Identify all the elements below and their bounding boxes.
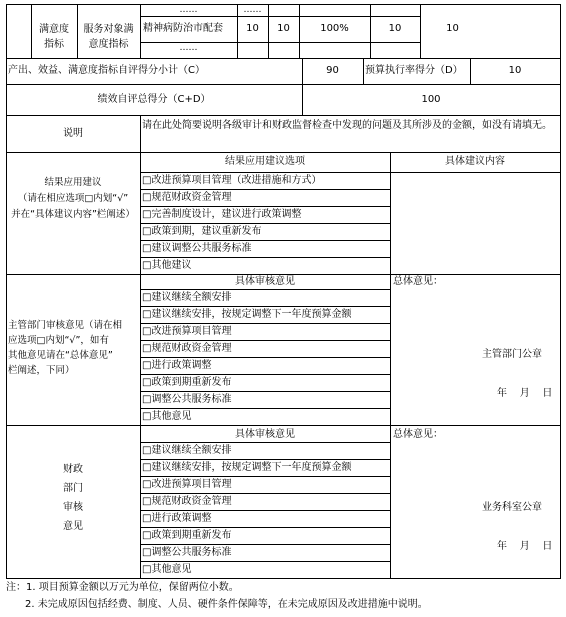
finance-date: 年 月 日 — [497, 541, 553, 552]
total-score-value: 100 — [421, 94, 441, 105]
dept-option[interactable]: □其他意见 — [142, 411, 192, 422]
result-option[interactable]: □政策到期，建议重新发布 — [142, 226, 262, 237]
indicator-name: 精神病防治市配套 — [143, 23, 223, 34]
result-option[interactable]: □建议调整公共服务标准 — [142, 243, 252, 254]
dept-option[interactable]: □改进预算项目管理 — [142, 326, 232, 337]
dept-option[interactable]: □建议继续全额安排 — [142, 292, 232, 303]
dept-option[interactable]: □建议继续安排，按规定调整下一年度预算金额 — [142, 309, 352, 320]
dept-review-header: 具体审核意见 — [235, 276, 295, 287]
dept-date: 年 月 日 — [497, 388, 553, 399]
finance-option[interactable]: □其他意见 — [142, 564, 192, 575]
subtotal-label: 产出、效益、满意度指标自评得分小计（C） — [8, 65, 205, 76]
budget-execution-value: 10 — [508, 65, 522, 76]
satisfaction-indicator-label: 满意度 指标 — [39, 24, 69, 50]
service-satisfaction-label: 服务对象满 意度指标 — [83, 24, 134, 50]
finance-option[interactable]: □建议继续安排，按规定调整下一年度预算金额 — [142, 462, 352, 473]
explanation-label: 说明 — [63, 128, 83, 139]
dept-option[interactable]: □调整公共服务标准 — [142, 394, 232, 405]
subtotal-value: 90 — [326, 65, 339, 76]
total-score-label: 绩效自评总得分（C+D） — [97, 94, 211, 105]
value-4: 10 — [388, 23, 402, 34]
result-application-label: 结果应用建议 （请在相应选项□内划“√” 并在“具体建议内容”栏阐述） — [11, 177, 135, 220]
dots-bottom: …… — [179, 43, 198, 53]
dept-option[interactable]: □政策到期重新发布 — [142, 377, 232, 388]
result-options-header: 结果应用建议选项 — [225, 156, 305, 167]
dots-top-1: …… — [179, 5, 198, 15]
dept-overall-label: 总体意见： — [393, 276, 443, 287]
result-option[interactable]: □改进预算项目管理（改进措施和方式） — [142, 175, 322, 186]
result-content-header: 具体建议内容 — [445, 156, 505, 167]
note-1: 注：1. 项目预算金额以万元为单位，保留两位小数。 — [6, 582, 239, 593]
finance-stamp: 业务科室公章 — [482, 502, 542, 513]
finance-option[interactable]: □进行政策调整 — [142, 513, 212, 524]
budget-execution-label: 预算执行率得分（D） — [365, 65, 463, 76]
value-2: 10 — [277, 23, 290, 34]
dots-top-2: …… — [243, 5, 262, 15]
finance-option[interactable]: □调整公共服务标准 — [142, 547, 232, 558]
result-option[interactable]: □规范财政资金管理 — [142, 192, 232, 203]
value-1: 10 — [246, 23, 259, 34]
dept-option[interactable]: □进行政策调整 — [142, 360, 212, 371]
dept-stamp: 主管部门公章 — [482, 349, 542, 360]
finance-option[interactable]: □改进预算项目管理 — [142, 479, 232, 490]
finance-review-label: 财政 部门 审核 意见 — [63, 464, 83, 532]
value-5: 10 — [446, 23, 459, 34]
dept-review-label: 主管部门审核意见（请在相 应选项□内划“√”，如有 其他意见请在“总体意见” 栏阐述，下同） — [8, 320, 123, 376]
finance-overall-label: 总体意见： — [393, 429, 443, 440]
result-option[interactable]: □完善制度设计，建议进行政策调整 — [142, 209, 302, 220]
explanation-text: 请在此处简要说明各级审计和财政监督检查中发现的问题及其所涉及的金额，如没有请填无。 — [142, 120, 552, 131]
dept-option[interactable]: □规范财政资金管理 — [142, 343, 232, 354]
finance-option[interactable]: □政策到期重新发布 — [142, 530, 232, 541]
value-3: 100% — [320, 23, 349, 34]
result-option[interactable]: □其他建议 — [142, 260, 192, 271]
note-2: 2. 未完成原因包括经费、制度、人员、硬件条件保障等，在未完成原因及改进措施中说明。 — [25, 599, 428, 610]
finance-option[interactable]: □规范财政资金管理 — [142, 496, 232, 507]
finance-review-header: 具体审核意见 — [235, 429, 295, 440]
finance-option[interactable]: □建议继续全额安排 — [142, 445, 232, 456]
